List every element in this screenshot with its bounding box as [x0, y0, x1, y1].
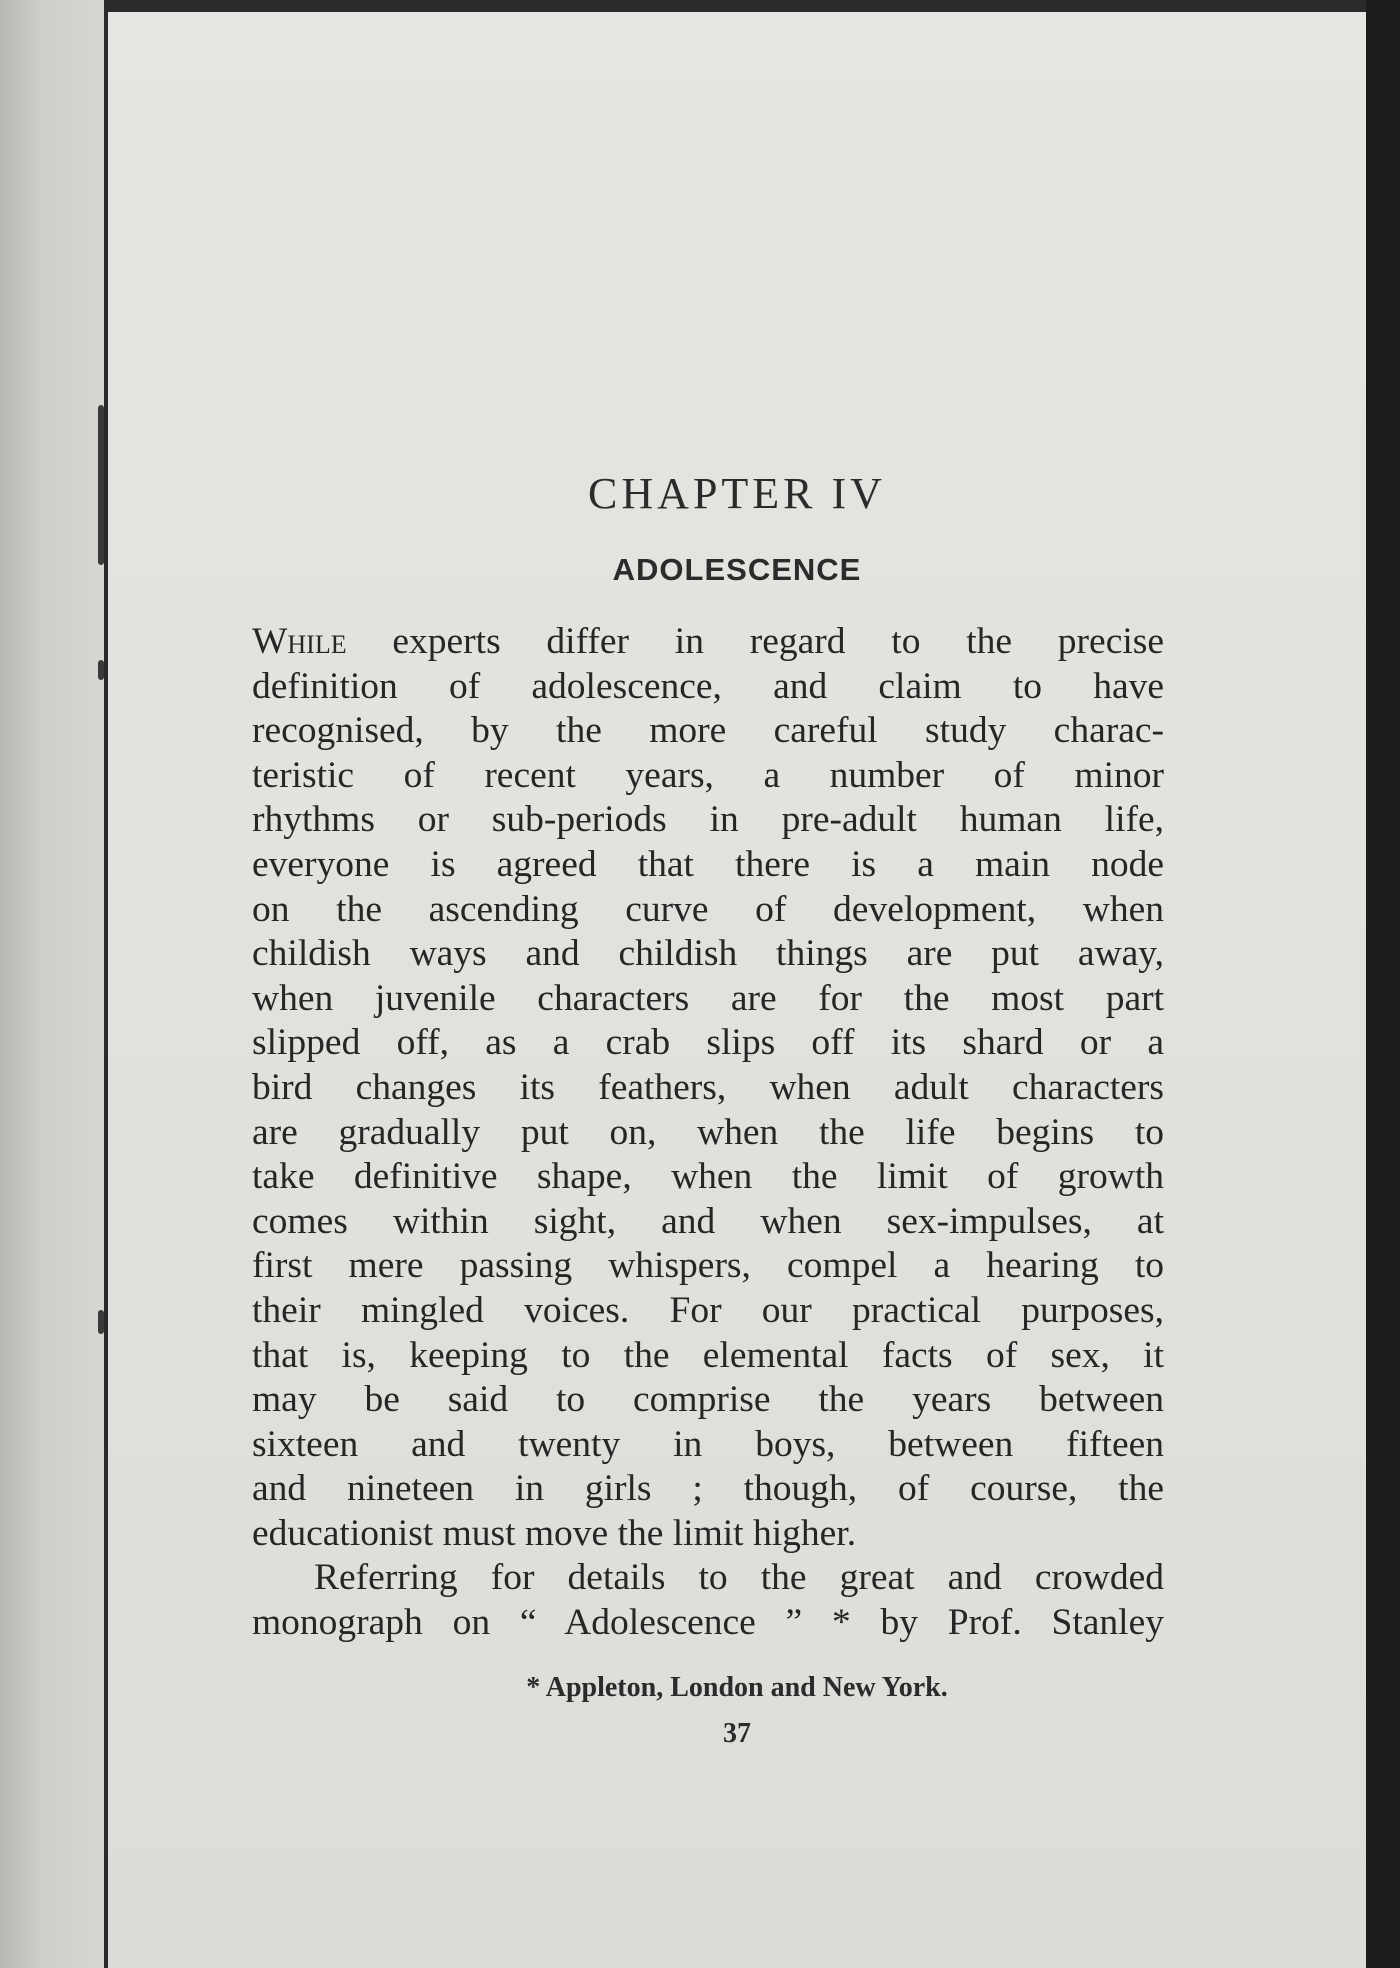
text-line: rhythms or sub-periods in pre-adult human life, — [252, 799, 1164, 841]
text-line: Referring for details to the great and crowded — [314, 1557, 1164, 1599]
text-line: teristic of recent years, a number of minor — [252, 754, 1164, 796]
binding-stitch — [98, 1310, 104, 1334]
text-line: monograph on “ Adolescence ” * by Prof. Stanley — [252, 1602, 1164, 1644]
text-line: educationist must move the limit higher. — [252, 1512, 857, 1554]
right-edge — [1366, 0, 1400, 1968]
text-line: on the ascending curve of development, when — [252, 888, 1164, 930]
text-line: take definitive shape, when the limit of growth — [252, 1156, 1164, 1198]
text-line: childish ways and childish things are put away, — [252, 933, 1164, 975]
text-line: may be said to comprise the years between — [252, 1379, 1164, 1421]
footnote: * Appleton, London and New York. — [526, 1672, 948, 1703]
text-line: and nineteen in girls ; though, of course, the — [252, 1468, 1164, 1510]
text-line: comes within sight, and when sex-impulses, at — [252, 1200, 1164, 1242]
text-line: everyone is agreed that there is a main node — [252, 843, 1164, 885]
facing-page-edge — [0, 0, 108, 1968]
paragraph — [252, 1556, 1164, 1645]
text-line: when juvenile characters are for the most part — [252, 977, 1164, 1019]
text-line: their mingled voices. For our practical purposes, — [252, 1289, 1164, 1331]
top-edge — [0, 0, 1400, 12]
page-number: 37 — [723, 1718, 751, 1749]
binding-thread — [98, 405, 104, 565]
chapter-title: CHAPTER IV — [588, 469, 886, 518]
paragraph — [252, 620, 1164, 1556]
chapter-subtitle: ADOLESCENCE — [612, 552, 862, 587]
text-line: that is, keeping to the elemental facts of sex, it — [252, 1334, 1164, 1376]
text-line: slipped off, as a crab slips off its shard or a — [252, 1022, 1164, 1064]
text-line: recognised, by the more careful study charac- — [252, 710, 1164, 752]
binding-stitch — [98, 660, 104, 680]
text-line: definition of adolescence, and claim to have — [252, 665, 1164, 707]
text-line: sixteen and twenty in boys, between fifteen — [252, 1423, 1164, 1465]
body-text — [252, 620, 1164, 1646]
text-line: While experts differ in regard to the precise — [252, 621, 1164, 662]
text-line: first mere passing whispers, compel a hearing to — [252, 1245, 1164, 1287]
lead-word: While — [252, 621, 347, 662]
text-line: are gradually put on, when the life begins to — [252, 1111, 1164, 1153]
text-line: bird changes its feathers, when adult characters — [252, 1066, 1164, 1108]
